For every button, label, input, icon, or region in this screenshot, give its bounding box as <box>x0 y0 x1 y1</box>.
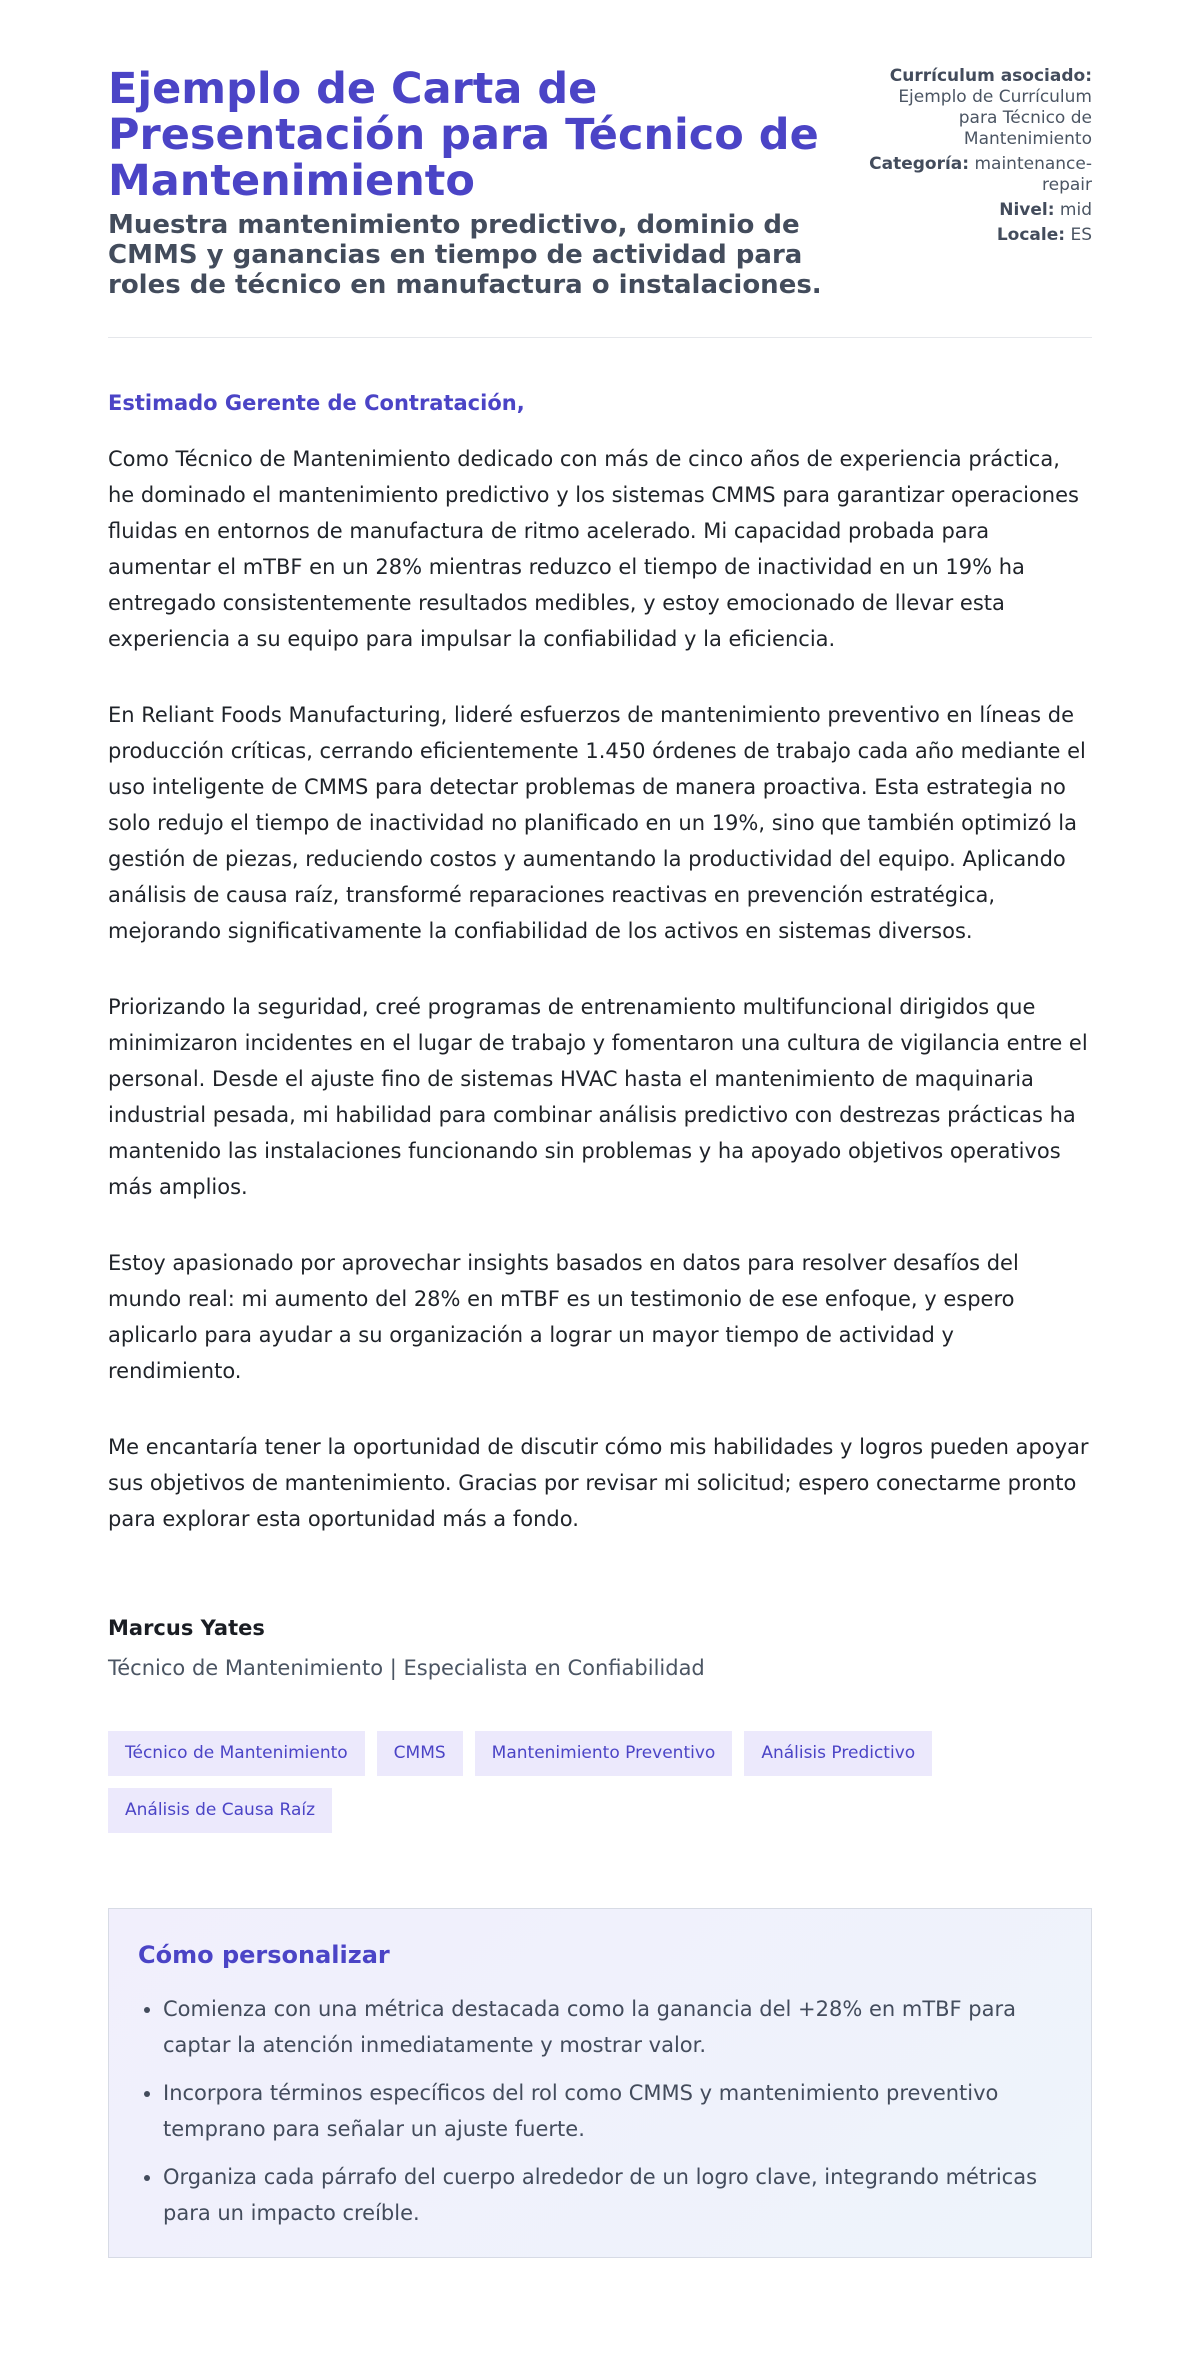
signature-name: Marcus Yates <box>108 1616 265 1640</box>
tag-list <box>108 1731 1092 1833</box>
tips-title: Cómo personalizar <box>138 1941 390 1969</box>
meta-locale-value: ES <box>1070 225 1092 245</box>
page-title: Ejemplo de Carta de Presentación para Técnico de Mantenimiento <box>108 64 819 206</box>
meta-level-value: mid <box>1059 200 1092 220</box>
header-divider <box>108 337 1092 338</box>
letter-paragraph: En Reliant Foods Manufacturing, lideré esfuerzos de mantenimiento preventivo en líneas de producción críticas, cerrando eficientemente 1.450 órdenes de trabajo cada año mediante el uso inteligente de CMMS para detectar problemas de manera proactiva. Esta estrategia no solo redujo el tiempo de inactividad no planificado en un 19%, sino que también optimizó la gestión de piezas, reduciendo costos y aumentando la productividad del equipo. Aplicando análisis de causa raíz, transformé reparaciones reactivas en prevención estratégica, mejorando significativamente la confiabilidad de los activos en sistemas diversos. <box>108 703 1086 943</box>
tip-item: • Organiza cada párrafo del cuerpo alrededor de un logro clave, integrando métricas para un impacto creíble. <box>163 2159 1062 2231</box>
meta-level-label: Nivel: <box>999 200 1055 220</box>
letter-greeting: Estimado Gerente de Contratación, <box>108 391 525 415</box>
tip-item: • Incorpora términos específicos del rol como CMMS y mantenimiento preventivo temprano para señalar un ajuste fuerte. <box>163 2075 1062 2147</box>
meta-resume <box>862 66 1092 150</box>
title-block <box>108 66 828 300</box>
cover-letter-container <box>108 66 1092 2258</box>
meta-locale <box>862 225 1092 246</box>
letter-paragraph: Priorizando la seguridad, creé programas de entrenamiento multifuncional dirigidos que minimizaron incidentes en el lugar de trabajo y fomentaron una cultura de vigilancia entre el personal. Desde el ajuste fino de sistemas HVAC hasta el mantenimiento de maquinaria industrial pesada, mi habilidad para combinar análisis predictivo con destrezas prácticas ha mantenido las instalaciones funcionando sin problemas y ha apoyado objetivos operativos más amplios. <box>108 995 1088 1199</box>
signature-title: Técnico de Mantenimiento | Especialista en Confiabilidad <box>108 1656 705 1680</box>
meta-level <box>862 200 1092 221</box>
letter-paragraph: Estoy apasionado por aprovechar insights basados en datos para resolver desafíos del mundo real: mi aumento del 28% en mTBF es un testimonio de ese enfoque, y espero aplicarlo para ayudar a su organización a lograr un mayor tiempo de actividad y rendimiento. <box>108 1251 1019 1383</box>
meta-resume-value[interactable]: Ejemplo de Currículum para Técnico de Mantenimiento <box>898 87 1092 149</box>
letter-paragraph: Como Técnico de Mantenimiento dedicado con más de cinco años de experiencia práctica, he dominado el mantenimiento predictivo y los sistemas CMMS para garantizar operaciones fluidas en entornos de manufactura de ritmo acelerado. Mi capacidad probada para aumentar el mTBF en un 28% mientras reduzco el tiempo de inactividad en un 19% ha entregado consistentemente resultados medibles, y estoy emocionado de llevar esta experiencia a su equipo para impulsar la confiabilidad y la eficiencia. <box>108 447 1079 651</box>
tip-item: • Comienza con una métrica destacada como la ganancia del +28% en mTBF para captar la atención inmediatamente y mostrar valor. <box>163 1991 1062 2063</box>
header <box>108 66 1092 300</box>
tag-chip[interactable]: CMMS <box>377 1731 463 1776</box>
meta-category <box>862 154 1092 196</box>
tag-chip[interactable]: Análisis Predictivo <box>744 1731 932 1776</box>
meta-category-label: Categoría: <box>869 154 970 174</box>
tag-chip[interactable]: Técnico de Mantenimiento <box>108 1731 365 1776</box>
tag-chip[interactable]: Análisis de Causa Raíz <box>108 1788 332 1833</box>
meta-resume-label: Currículum asociado: <box>889 66 1092 86</box>
tips-list <box>138 1991 1062 2231</box>
tag-chip[interactable]: Mantenimiento Preventivo <box>475 1731 733 1776</box>
page-subtitle: Muestra mantenimiento predictivo, dominio de CMMS y ganancias en tiempo de actividad para roles de técnico en manufactura o instalaciones. <box>108 210 822 300</box>
meta-panel <box>862 66 1092 250</box>
meta-category-value: maintenance-repair <box>974 154 1092 195</box>
meta-locale-label: Locale: <box>996 225 1066 245</box>
letter-paragraph: Me encantaría tener la oportunidad de discutir cómo mis habilidades y logros pueden apoyar sus objetivos de mantenimiento. Gracias por revisar mi solicitud; espero conectarme pronto para explorar esta oportunidad más a fondo. <box>108 1435 1089 1531</box>
customization-tips-panel <box>108 1908 1092 2258</box>
